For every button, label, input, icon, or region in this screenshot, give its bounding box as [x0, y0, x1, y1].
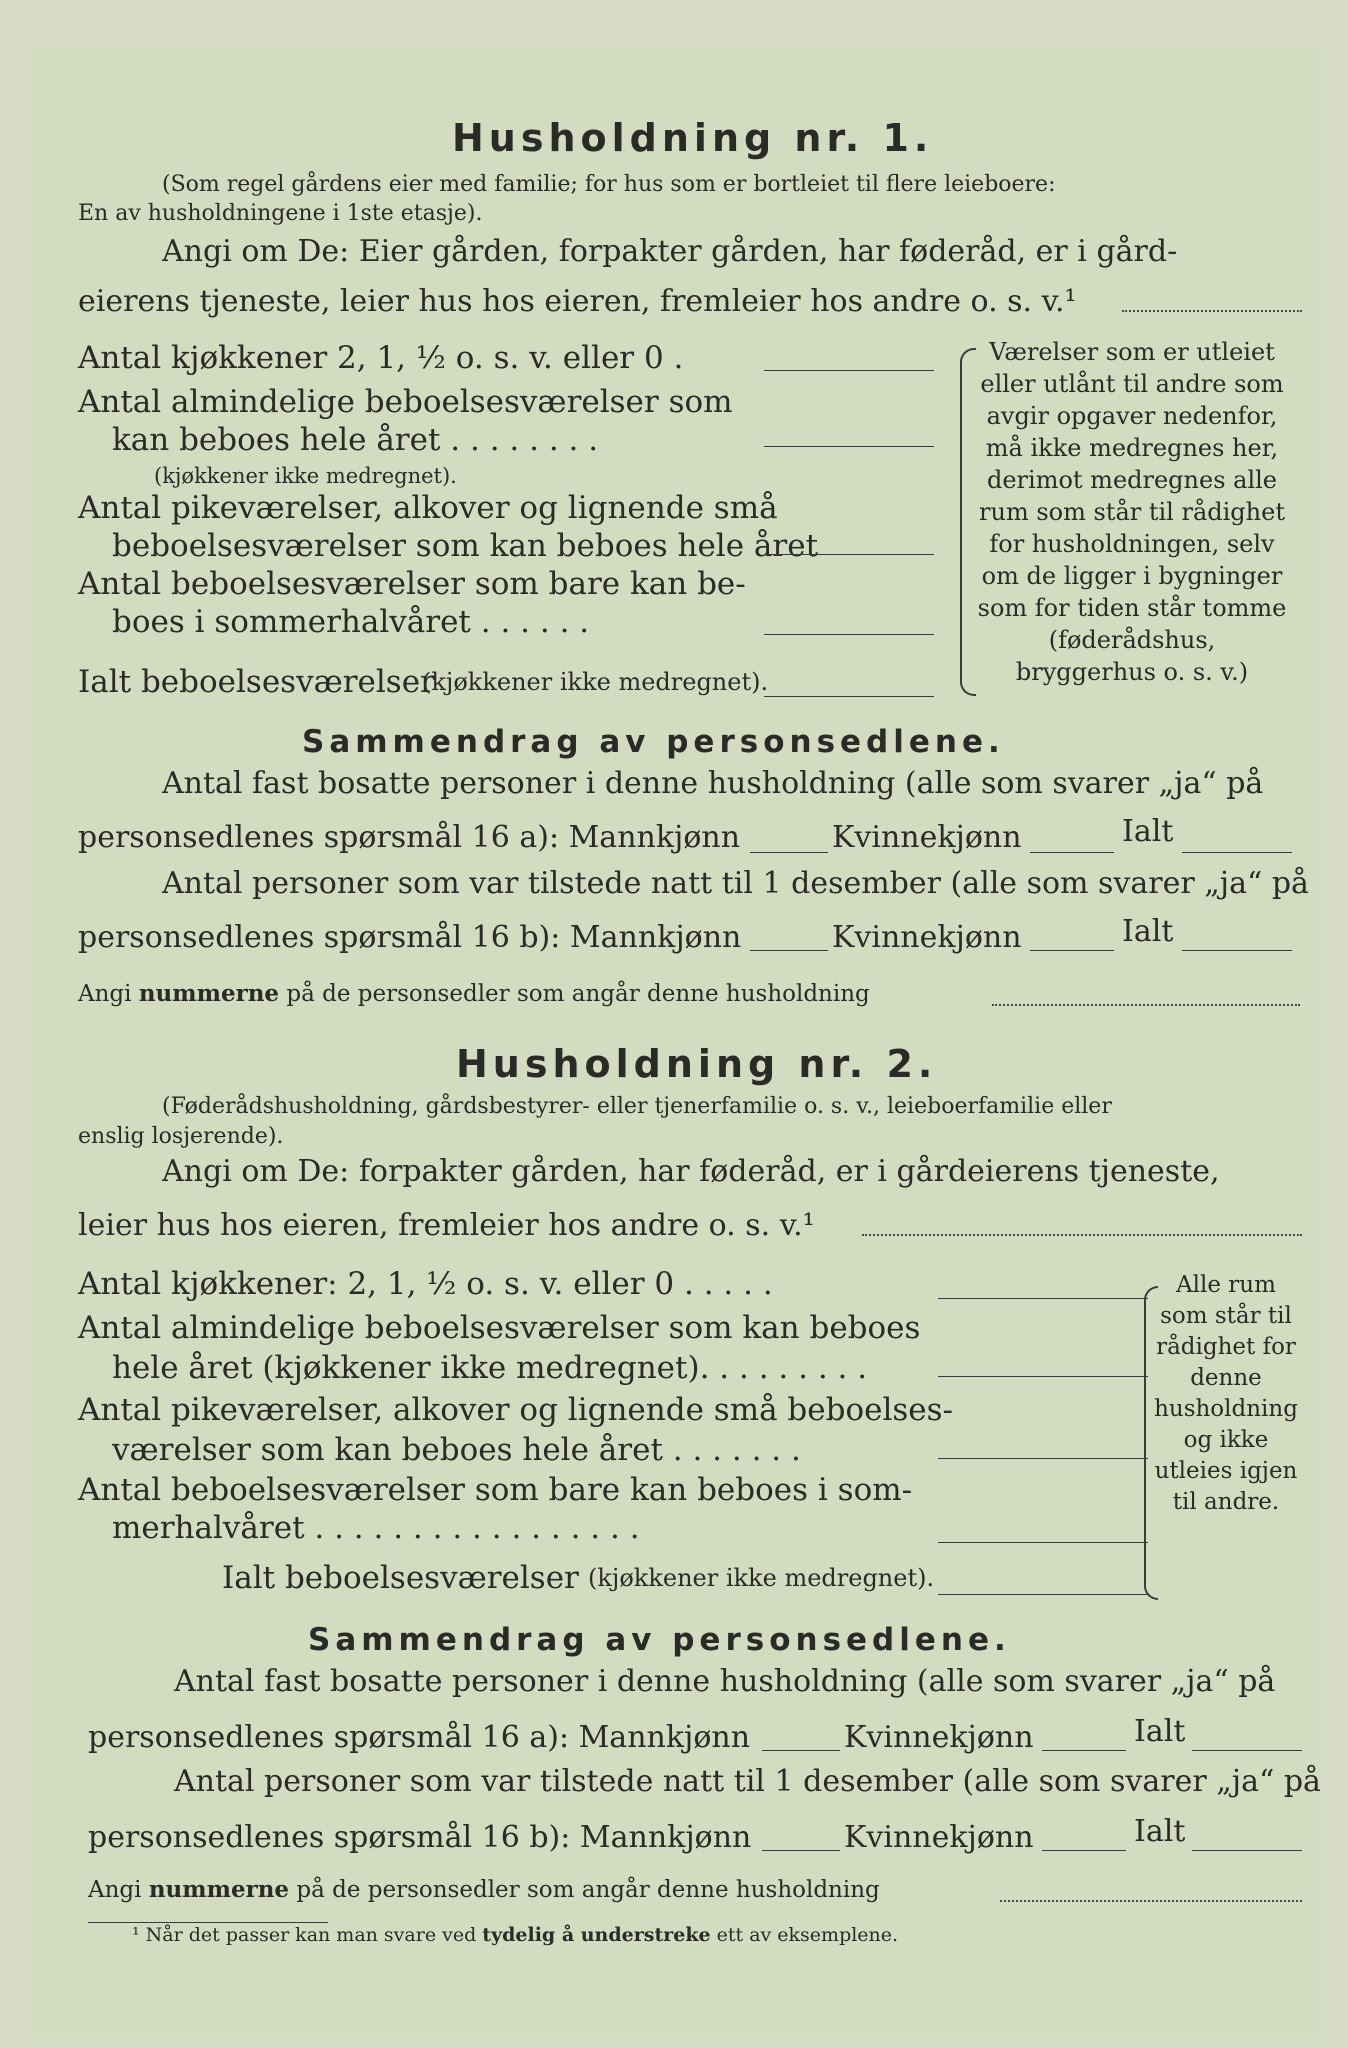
h1-present-total-label: Ialt	[1122, 914, 1174, 949]
h2-ordinary-rooms-field[interactable]	[938, 1376, 1148, 1377]
h2-maid-rooms-label-1: Antal pikeværelser, alkover og lignende små beboelses-	[78, 1392, 954, 1428]
footnote-bold: tydelig å understreke	[482, 1924, 711, 1946]
h1-sheet-numbers-label	[78, 980, 870, 1007]
h1-kitchens-label: Antal kjøkkener 2, 1, ½ o. s. v. eller 0 .	[78, 340, 684, 376]
h2-maid-rooms-field[interactable]	[938, 1458, 1148, 1459]
census-form-page	[32, 44, 1322, 2039]
h1-side-note: Værelser som er utleiet eller utlånt til andre som avgir opgaver nedenfor, må ikke medregnes her, derimot medregnes alle rum som står til rådighet for husholdningen, selv om de ligger i bygninger som for tiden står tomme (føderådshus, bryggerhus o. s. v.)	[977, 338, 1287, 686]
h2-sheet-numbers-bold: nummerne	[148, 1876, 290, 1903]
h1-present-male-field[interactable]	[750, 950, 828, 951]
h2-sheet-numbers-post: på de personsedler som angår denne husholdning	[296, 1877, 880, 1903]
h2-resident-total-field[interactable]	[1192, 1750, 1302, 1751]
h2-resident-male-field[interactable]	[762, 1750, 840, 1751]
h2-total-rooms-label: Ialt beboelsesværelser	[222, 1560, 579, 1596]
h1-ordinary-rooms-note: (kjøkkener ikke medregnet).	[154, 464, 457, 488]
h1-maid-rooms-field[interactable]	[764, 554, 934, 555]
h1-resident-female-label: Kvinnekjønn	[832, 820, 1022, 855]
household-1-answer-line[interactable]	[1122, 310, 1302, 312]
h2-present-total-label: Ialt	[1134, 1814, 1186, 1849]
h2-resident-line2: personsedlenes spørsmål 16 a): Mannkjønn	[88, 1720, 751, 1755]
household-1-title: Husholdning nr. 1.	[452, 116, 934, 160]
h1-kitchens-field[interactable]	[764, 370, 934, 371]
household-1-question-line2: eierens tjeneste, leier hus hos eieren, fremleier hos andre o. s. v.¹	[78, 284, 1077, 319]
footnote	[132, 1924, 898, 1946]
h1-summer-rooms-label-2: boes i sommerhalvåret . . . . . .	[112, 604, 590, 640]
h1-ordinary-rooms-label-2: kan beboes hele året . . . . . . . .	[112, 422, 599, 458]
household-2-note-line1: (Føderådshusholdning, gårdsbestyrer- eller tjenerfamilie o. s. v., leieboerfamilie eller	[162, 1094, 1112, 1119]
h2-summer-rooms-field[interactable]	[938, 1542, 1148, 1543]
h1-ordinary-rooms-field[interactable]	[764, 446, 934, 447]
household-2-note-line2: enslig losjerende).	[78, 1124, 284, 1149]
h2-present-line2: personsedlenes spørsmål 16 b): Mannkjønn	[88, 1820, 752, 1855]
h2-sheet-numbers-field[interactable]	[1000, 1900, 1302, 1902]
household-1-note-line2: En av husholdningene i 1ste etasje).	[78, 201, 483, 226]
h1-resident-male-field[interactable]	[750, 852, 828, 853]
footnote-rule	[88, 1922, 328, 1923]
h1-total-rooms-field[interactable]	[764, 696, 934, 697]
h2-side-note: Alle rum som står til rådighet for denne husholdning og ikke utleies igjen til andre.	[1154, 1272, 1298, 1515]
h1-summer-rooms-field[interactable]	[764, 634, 934, 635]
h2-present-line1: Antal personer som var tilstede natt til 1 desember (alle som svarer „ja“ på	[174, 1764, 1321, 1799]
h1-resident-line1: Antal fast bosatte personer i denne husholdning (alle som svarer „ja“ på	[162, 766, 1264, 801]
h1-sheet-numbers-field[interactable]	[992, 1004, 1300, 1006]
h1-present-female-label: Kvinnekjønn	[832, 920, 1022, 955]
household-2-question-line1: Angi om De: forpakter gården, har føderåd, er i gårdeierens tjeneste,	[162, 1154, 1220, 1189]
h2-resident-total-label: Ialt	[1134, 1714, 1186, 1749]
h2-summer-rooms-label-1: Antal beboelsesværelser som bare kan beboes i som-	[78, 1472, 913, 1508]
h1-present-female-field[interactable]	[1030, 950, 1114, 951]
h1-maid-rooms-label-1: Antal pikeværelser, alkover og lignende små	[78, 490, 778, 526]
h1-resident-line2: personsedlenes spørsmål 16 a): Mannkjønn	[78, 820, 741, 855]
h2-ordinary-rooms-label-2: hele året (kjøkkener ikke medregnet). . . . . . . . .	[112, 1350, 868, 1386]
h1-resident-total-field[interactable]	[1182, 852, 1292, 853]
h1-sheet-numbers-pre: Angi	[78, 981, 132, 1007]
h2-maid-rooms-label-2: værelser som kan beboes hele året . . . . . . .	[112, 1432, 801, 1468]
footnote-pre: Når det passer kan man svare ved	[145, 1924, 477, 1946]
h1-side-brace	[960, 348, 976, 696]
footnote-mark: ¹	[132, 1924, 140, 1946]
h1-total-rooms-note: (kjøkkener ikke medregnet).	[422, 668, 769, 696]
h2-kitchens-field[interactable]	[938, 1298, 1148, 1299]
h1-resident-total-label: Ialt	[1122, 814, 1174, 849]
h2-present-female-label: Kvinnekjønn	[844, 1820, 1034, 1855]
h1-present-line2: personsedlenes spørsmål 16 b): Mannkjønn	[78, 920, 742, 955]
h1-summary-title: Sammendrag av personsedlene.	[302, 724, 1005, 760]
h1-maid-rooms-label-2: beboelsesværelser som kan beboes hele året	[112, 528, 819, 564]
h1-ordinary-rooms-label-1: Antal almindelige beboelsesværelser som	[78, 384, 733, 420]
h1-sheet-numbers-post: på de personsedler som angår denne husholdning	[286, 981, 870, 1007]
h1-present-line1: Antal personer som var tilstede natt til 1 desember (alle som svarer „ja“ på	[162, 866, 1309, 901]
household-2-title: Husholdning nr. 2.	[456, 1042, 938, 1086]
h1-present-total-field[interactable]	[1182, 950, 1292, 951]
h1-sheet-numbers-bold: nummerne	[138, 980, 280, 1007]
h2-present-female-field[interactable]	[1042, 1850, 1126, 1851]
h2-resident-female-field[interactable]	[1042, 1750, 1126, 1751]
household-1-note-line1: (Som regel gårdens eier med familie; for hus som er bortleiet til flere leieboere:	[162, 172, 1056, 197]
household-2-question-line2: leier hus hos eieren, fremleier hos andre o. s. v.¹	[78, 1208, 815, 1243]
h2-kitchens-label: Antal kjøkkener: 2, 1, ½ o. s. v. eller 0 . . . . .	[78, 1266, 773, 1302]
h2-summer-rooms-label-2: merhalvåret . . . . . . . . . . . . . . . . .	[112, 1510, 640, 1546]
h2-resident-female-label: Kvinnekjønn	[844, 1720, 1034, 1755]
h2-summary-title: Sammendrag av personsedlene.	[308, 1622, 1011, 1658]
h2-sheet-numbers-pre: Angi	[88, 1877, 142, 1903]
h2-total-rooms-field[interactable]	[938, 1594, 1148, 1595]
footnote-post: ett av eksemplene.	[716, 1924, 899, 1946]
h2-sheet-numbers-label	[88, 1876, 880, 1903]
household-2-answer-line[interactable]	[862, 1234, 1302, 1236]
h1-summer-rooms-label-1: Antal beboelsesværelser som bare kan be-	[78, 566, 746, 602]
h2-ordinary-rooms-label-1: Antal almindelige beboelsesværelser som kan beboes	[78, 1310, 921, 1346]
h2-present-male-field[interactable]	[762, 1850, 840, 1851]
h2-total-rooms-note: (kjøkkener ikke medregnet).	[588, 1564, 935, 1592]
h2-present-total-field[interactable]	[1192, 1850, 1302, 1851]
h1-total-rooms-label: Ialt beboelsesværelser	[78, 664, 435, 700]
household-1-question-line1: Angi om De: Eier gården, forpakter gården, har føderåd, er i gård-	[162, 234, 1178, 269]
h1-resident-female-field[interactable]	[1030, 852, 1114, 853]
h2-resident-line1: Antal fast bosatte personer i denne husholdning (alle som svarer „ja“ på	[174, 1664, 1276, 1699]
